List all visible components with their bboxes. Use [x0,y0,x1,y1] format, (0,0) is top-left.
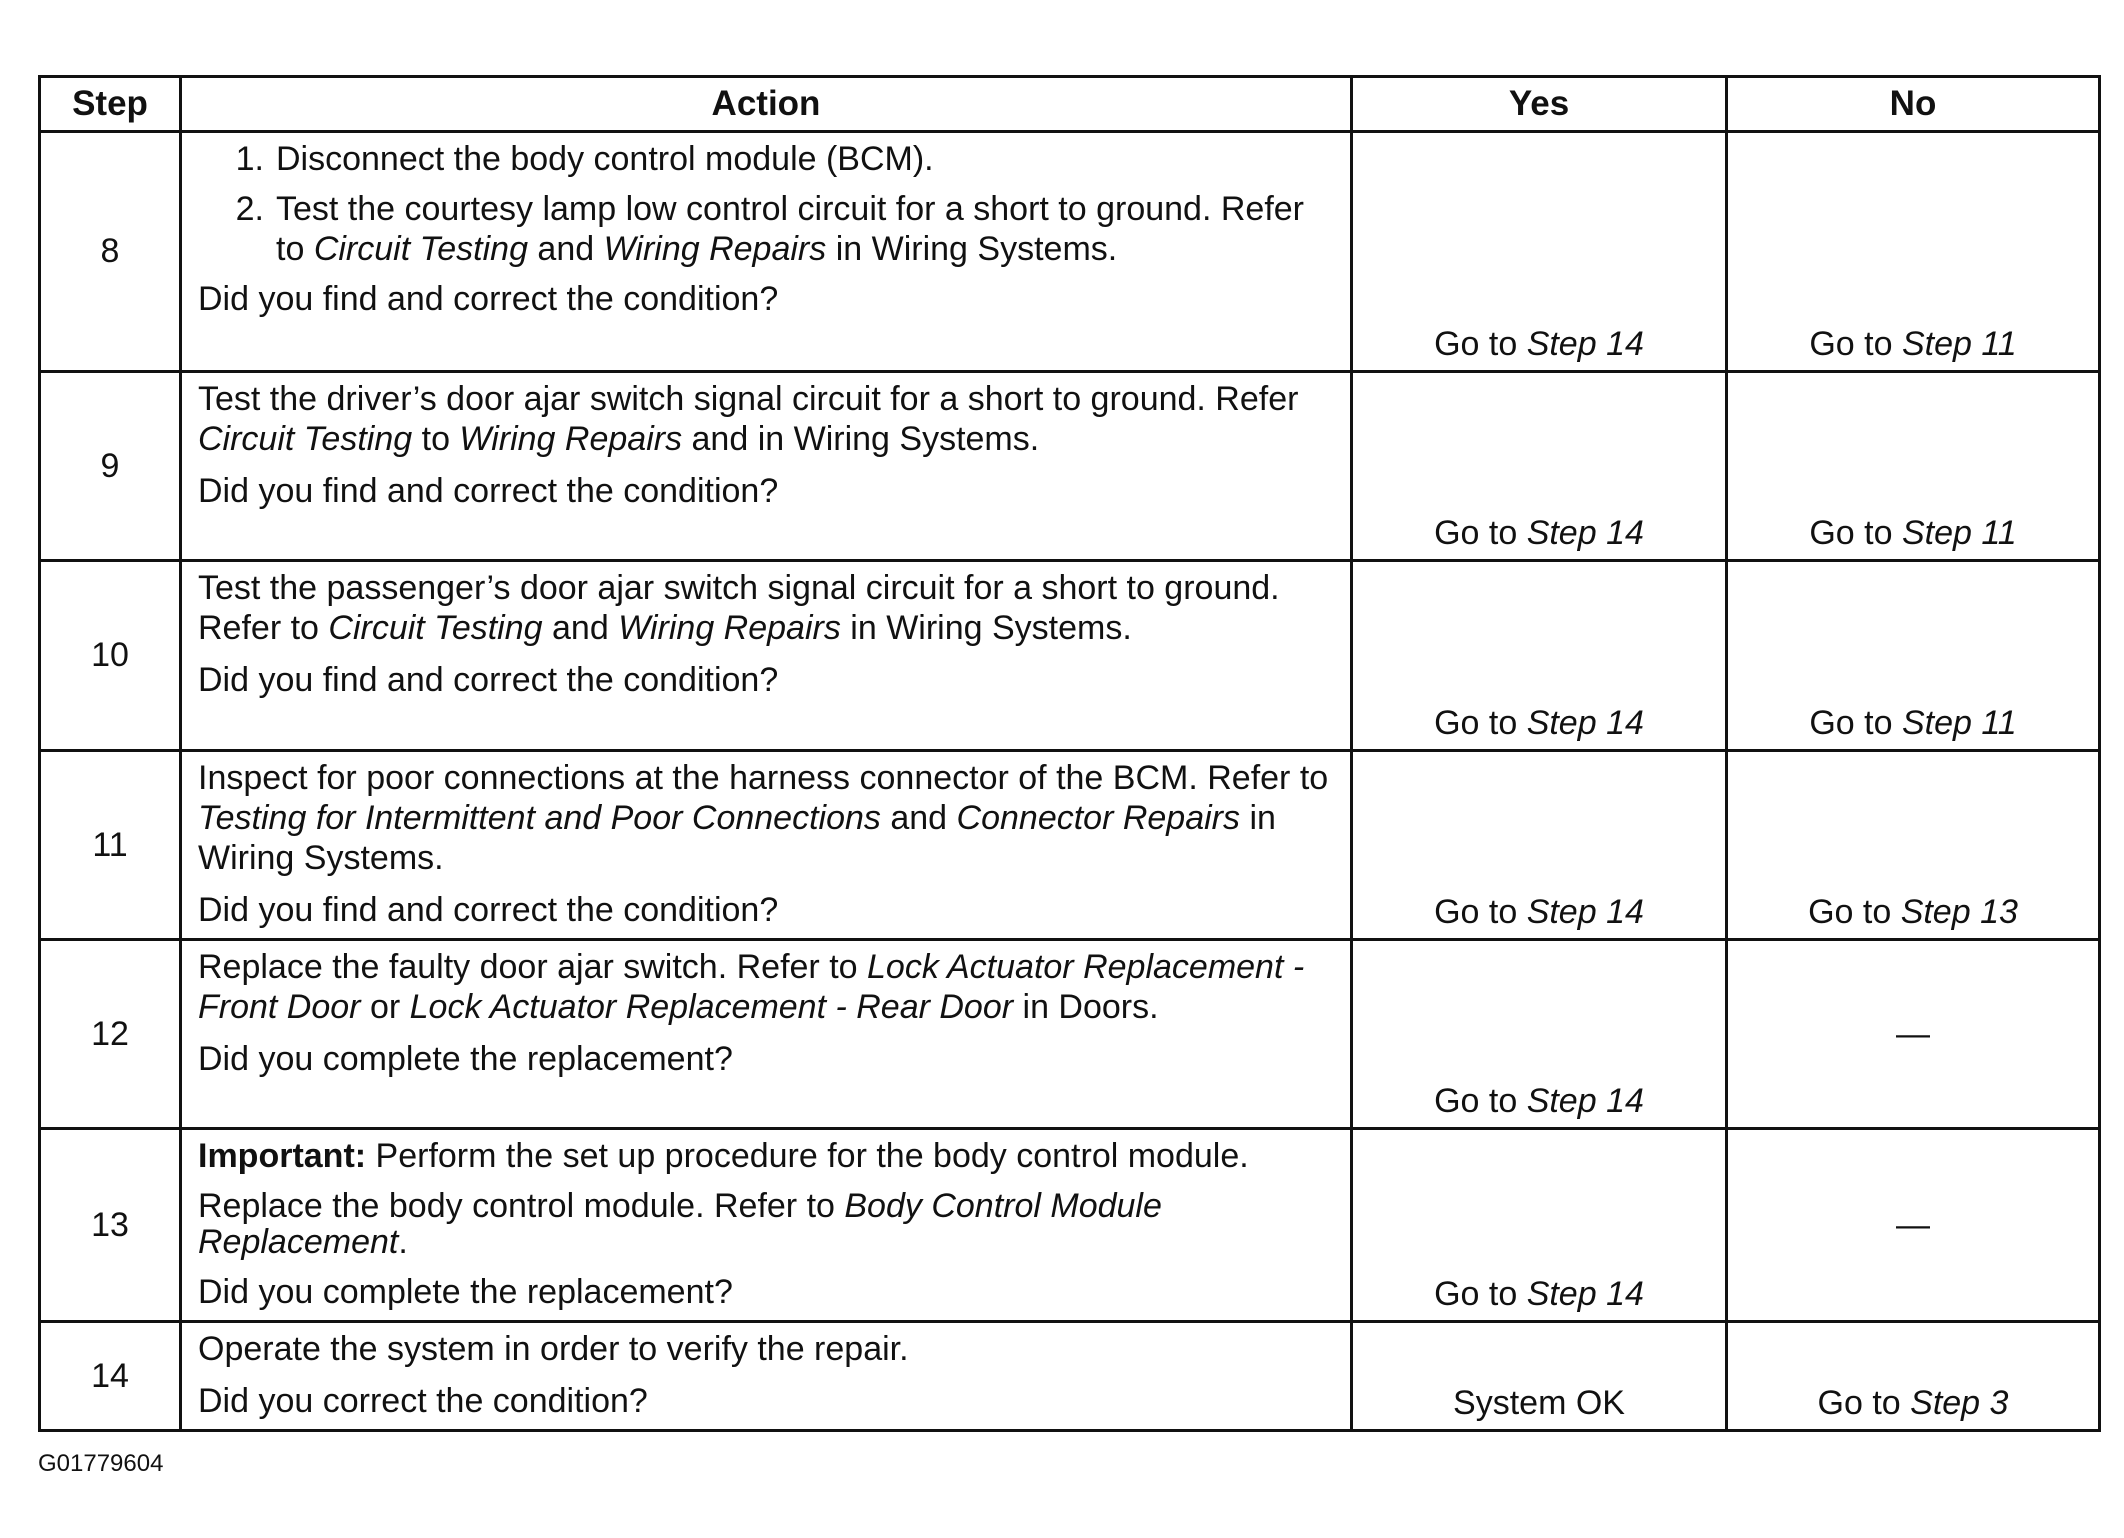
question: Did you complete the replacement? [198,1273,733,1311]
step-number: 13 [40,1129,181,1322]
reference-link: Lock Actuator Replacement - Front Door [198,948,1305,1026]
header-step: Step [40,77,181,132]
action-cell [181,372,1352,561]
yes-result: Go to Step 14 [1434,325,1644,363]
yes-cell [1352,1322,1727,1431]
action-cell [181,132,1352,372]
reference-link: Wiring Repairs [618,609,841,647]
table-row [40,1129,2100,1322]
table-row [40,561,2100,751]
reference-link: Wiring Repairs [603,230,827,268]
yes-result: Go to Step 14 [1434,1275,1644,1313]
yes-cell [1352,940,1727,1129]
reference-link: Circuit Testing [313,230,528,268]
list-text: Test the courtesy lamp low control circuit for a short to ground. Refer to Circuit Testing and Wiring Repairs in Wiring Systems. [276,190,1305,268]
step-number: 9 [40,372,181,561]
no-result: Go to Step 3 [1817,1384,2009,1422]
reference-link: Wiring Repairs [459,420,683,458]
yes-result: Go to Step 14 [1434,893,1644,931]
no-result: Go to Step 11 [1809,325,2017,363]
yes-result: System OK [1453,1384,1625,1422]
step-number: 12 [40,940,181,1129]
no-cell [1727,132,2100,372]
question: Did you find and correct the condition? [198,891,779,929]
action-cell [181,751,1352,940]
yes-cell [1352,132,1727,372]
reference-link: Connector Repairs [956,799,1241,837]
diagnostic-table [38,75,2101,1432]
no-result: Go to Step 11 [1809,514,2017,552]
header-no: No [1727,77,2100,132]
reference-link: Body Control Module Replacement [198,1187,1162,1261]
no-cell [1727,1129,2100,1322]
no-cell [1727,751,2100,940]
yes-cell [1352,561,1727,751]
reference-link: Circuit Testing [328,609,543,647]
list-text: Disconnect the body control module (BCM). [276,140,934,178]
no-result: — [1896,1206,1930,1244]
step-number: 14 [40,1322,181,1431]
step-number: 11 [40,751,181,940]
question: Did you find and correct the condition? [198,472,779,510]
no-cell [1727,1322,2100,1431]
question: Did you complete the replacement? [198,1040,733,1078]
no-cell [1727,372,2100,561]
yes-cell [1352,372,1727,561]
yes-result: Go to Step 14 [1434,704,1644,742]
question: Did you find and correct the condition? [198,661,779,699]
action-text: Test the driver’s door ajar switch signal circuit for a short to ground. Refer Circuit Testing to Wiring Repairs and in Wiring Systems. [198,380,1299,458]
reference-link: Testing for Intermittent and Poor Connections [198,799,881,837]
action-text: Operate the system in order to verify the repair. [198,1330,909,1368]
question: Did you correct the condition? [198,1382,648,1420]
reference-link: Circuit Testing [198,420,413,458]
no-result: Go to Step 13 [1808,893,2018,931]
action-text: Inspect for poor connections at the harness connector of the BCM. Refer to Testing for Intermittent and Poor Connections and Connector Repairs in Wiring Systems. [198,759,1329,877]
figure-id: G01779604 [38,1450,164,1477]
list-item [198,139,1340,179]
step-number: 10 [40,561,181,751]
yes-cell [1352,751,1727,940]
table-row [40,132,2100,372]
important-note: Important: Perform the set up procedure for the body control module. [198,1137,1249,1175]
action-text: Replace the faulty door ajar switch. Refer to Lock Actuator Replacement - Front Door or Lock Actuator Replacement - Rear Door in Doors. [198,948,1305,1026]
table-row [40,940,2100,1129]
action-text: Replace the body control module. Refer to Body Control Module Replacement. [198,1187,1162,1261]
table-row [40,372,2100,561]
action-cell [181,940,1352,1129]
yes-cell [1352,1129,1727,1322]
table-row [40,751,2100,940]
list-number: 2. [235,190,264,228]
important-label: Important: [198,1137,367,1175]
reference-link: Lock Actuator Replacement - Rear Door [409,988,1014,1026]
header-yes: Yes [1352,77,1727,132]
question: Did you find and correct the condition? [198,280,779,318]
action-cell [181,561,1352,751]
action-text: Test the passenger’s door ajar switch signal circuit for a short to ground. Refer to Circuit Testing and Wiring Repairs in Wiring Systems. [198,569,1280,647]
no-cell [1727,561,2100,751]
no-cell [1727,940,2100,1129]
table-row [40,1322,2100,1431]
step-number: 8 [40,132,181,372]
list-item [198,189,1340,269]
yes-result: Go to Step 14 [1434,514,1644,552]
header-action: Action [181,77,1352,132]
list-number: 1. [235,140,264,178]
action-cell [181,1322,1352,1431]
yes-result: Go to Step 14 [1434,1082,1644,1120]
table-header [40,77,2100,132]
no-result: Go to Step 11 [1809,704,2017,742]
no-result: — [1896,1015,1930,1053]
action-cell [181,1129,1352,1322]
